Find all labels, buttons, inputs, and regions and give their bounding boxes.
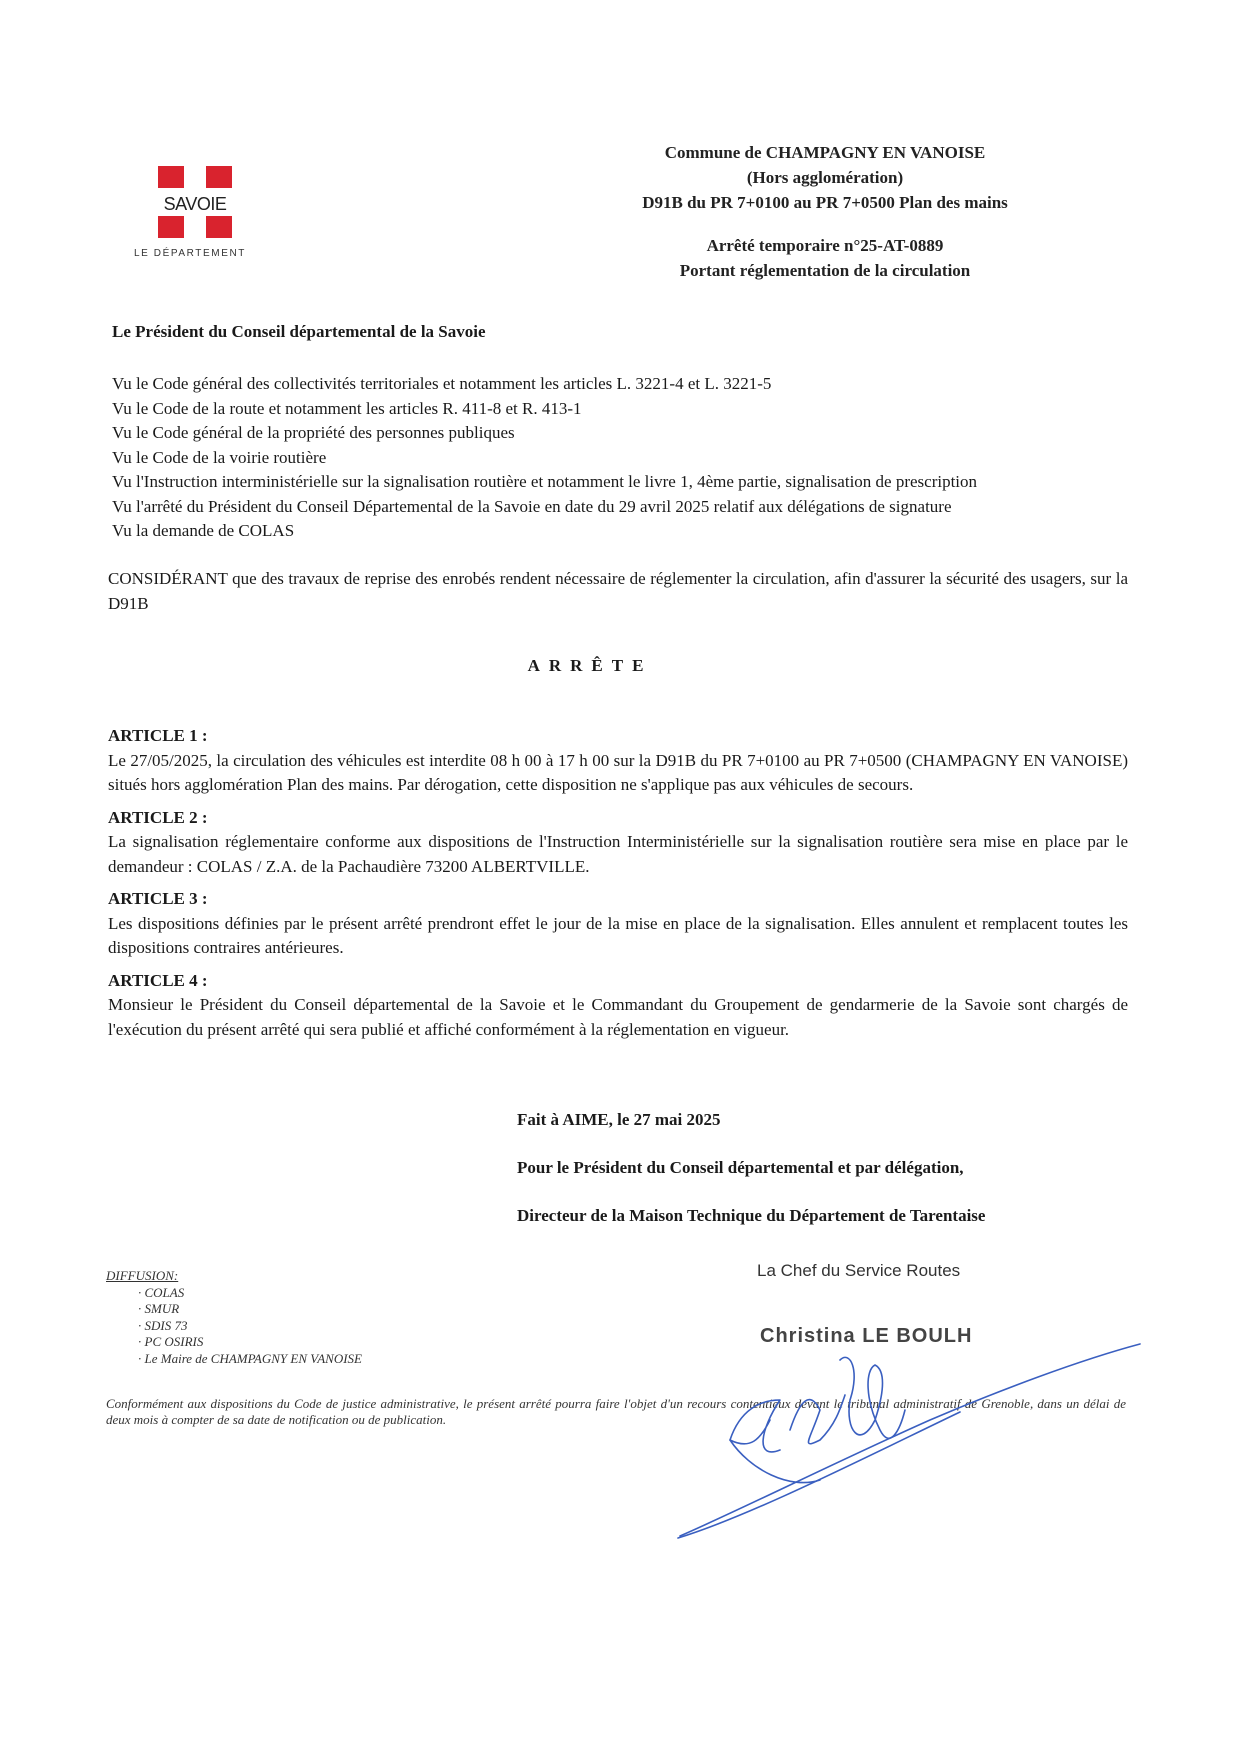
closing-block <box>517 1108 1137 1252</box>
vu-item: Vu le Code de la voirie routière <box>112 447 327 467</box>
directeur: Directeur de la Maison Technique du Département de Tarentaise <box>517 1206 986 1225</box>
logo-square-tl <box>158 166 184 188</box>
vu-item: Vu le Code de la route et notamment les articles R. 411-8 et R. 413-1 <box>112 398 582 418</box>
logo-subtitle: LE DÉPARTEMENT <box>133 248 247 259</box>
diffusion-item: · PC OSIRIS <box>148 1334 362 1351</box>
article-4 <box>108 969 1128 1043</box>
diffusion-title: DIFFUSION: <box>106 1268 179 1283</box>
article-2 <box>108 806 1128 880</box>
article-title: ARTICLE 2 : <box>108 807 208 827</box>
article-3 <box>108 887 1128 961</box>
handwritten-signature <box>660 1340 1160 1560</box>
header-commune: Commune de CHAMPAGNY EN VANOISE <box>664 143 986 162</box>
article-text: Le 27/05/2025, la circulation des véhicules est interdite 08 h 00 à 17 h 00 sur la D91B du PR 7+0100 au PR 7+0500 (CHAMPAGNY EN VANOISE) situés hors agglomération Plan des mains. Par dérogation, cette disposition ne s'applique pas aux véhicules de secours. <box>108 750 1128 794</box>
articles <box>108 724 1128 1050</box>
article-text: Les dispositions définies par le présent arrêté prendront effet le jour de la mise en place de la signalisation. Elles annulent et remplacent toutes les dispositions contraires antérieures. <box>108 913 1128 957</box>
article-1 <box>108 724 1128 798</box>
diffusion-item: · SDIS 73 <box>148 1318 362 1335</box>
logo-square-bl <box>158 216 184 238</box>
header-subject: Portant réglementation de la circulation <box>679 261 971 280</box>
considerant-paragraph: CONSIDÉRANT que des travaux de reprise des enrobés rendent nécessaire de réglementer la circulation, afin d'assurer la sécurité des usagers, sur la D91B <box>108 569 1128 613</box>
vu-item: Vu la demande de COLAS <box>112 521 295 540</box>
president-title: Le Président du Conseil départemental de la Savoie <box>112 322 486 341</box>
diffusion-item: · SMUR <box>148 1301 362 1318</box>
vu-item: Vu le Code général des collectivités territoriales et notamment les articles L. 3221-4 et L. 3221-5 <box>112 374 772 393</box>
header-road: D91B du PR 7+0100 au PR 7+0500 Plan des mains <box>642 193 1008 212</box>
diffusion-item: · COLAS <box>148 1285 362 1302</box>
article-text: Monsieur le Président du Conseil départemental de la Savoie et le Commandant du Groupement de gendarmerie de la Savoie sont chargés de l'exécution du présent arrêté qui sera publié et affiché conformément à la réglementation en vigueur. <box>108 995 1128 1039</box>
logo-name: SAVOIE <box>163 194 227 214</box>
diffusion-list <box>106 1268 362 1367</box>
vu-item: Vu le Code général de la propriété des personnes publiques <box>112 423 515 442</box>
vu-list <box>112 372 1142 544</box>
logo-square-tr <box>206 166 232 188</box>
article-title: ARTICLE 1 : <box>108 726 208 745</box>
document-header <box>560 140 1090 283</box>
logo-square-br <box>206 216 232 238</box>
article-title: ARTICLE 3 : <box>108 889 208 908</box>
pour-president: Pour le Président du Conseil départemental et par délégation, <box>517 1158 964 1177</box>
arrete-heading: ARRÊTE <box>527 656 653 675</box>
header-arrete-number: Arrêté temporaire n°25-AT-0889 <box>706 236 944 255</box>
fait-a: Fait à AIME, le 27 mai 2025 <box>517 1110 721 1129</box>
vu-item: Vu l'Instruction interministérielle sur la signalisation routière et notamment le livre 1, 4ème partie, signalisation de prescription <box>112 472 978 491</box>
vu-item: Vu l'arrêté du Président du Conseil Départemental de la Savoie en date du 29 avril 2025 relatif aux délégations de signature <box>112 496 952 516</box>
signatory-name: Christina LE BOULH <box>760 1325 973 1347</box>
diffusion-item: · Le Maire de CHAMPAGNY EN VANOISE <box>148 1351 362 1368</box>
chef-service: La Chef du Service Routes <box>757 1261 961 1280</box>
article-text: La signalisation réglementaire conforme aux dispositions de l'Instruction Interministérielle sur la signalisation routière sera mise en place par le demandeur : COLAS / Z.A. de la Pachaudière 73200 ALBERTVILLE. <box>108 832 1128 876</box>
article-title: ARTICLE 4 : <box>108 970 208 990</box>
legal-footnote: Conformément aux dispositions du Code de justice administrative, le présent arrêté pourra faire l'objet d'un recours contentieux devant le tribunal administratif de Grenoble, dans un délai de deux mois à compter de sa date de notification ou de publication. <box>106 1396 1126 1427</box>
header-location: (Hors agglomération) <box>746 168 904 187</box>
